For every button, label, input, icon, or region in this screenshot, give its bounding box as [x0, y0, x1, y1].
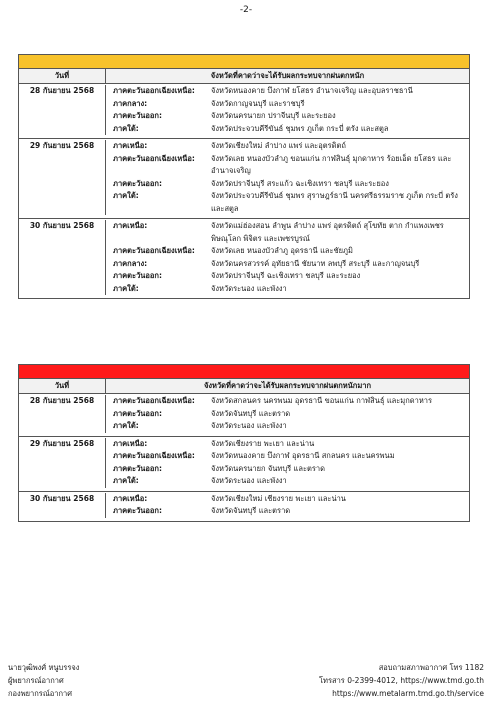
region-list [106, 395, 469, 433]
heavy-rain-table [18, 54, 470, 299]
forecast-date: 28 กันยายน 2568 [19, 395, 106, 433]
region-label: ภาคกลาง: [113, 98, 148, 108]
province-list: จังหวัดระนอง และพังงา [211, 476, 287, 485]
province-list: จังหวัดเชียงราย พะเยา และน่าน [211, 438, 315, 448]
province-list: จังหวัดจันทบุรี และตราด [211, 408, 291, 418]
date-group [19, 437, 469, 492]
date-group [19, 84, 469, 139]
region-list [106, 438, 469, 488]
forecaster-name: นายวุฒิพงศ์ หนูบรรจง [8, 663, 80, 672]
region-label: ภาคตะวันออก: [113, 111, 162, 120]
date-group [19, 219, 469, 298]
province-list: จังหวัดนครสวรรค์ อุทัยธานี ชัยนาท ลพบุรี สระบุรี และกาญจนบุรี [211, 258, 420, 268]
region-row [106, 463, 469, 476]
table-body [19, 394, 469, 521]
header-date: วันที่ [19, 379, 106, 393]
region-label: ภาคตะวันออก: [113, 271, 162, 280]
header-title: จังหวัดที่คาดว่าจะได้รับผลกระทบจากฝนตกหนัก [210, 71, 365, 80]
forecast-date: 29 กันยายน 2568 [19, 438, 106, 488]
province-list: จังหวัดปราจีนบุรี ฉะเชิงเทรา ชลบุรี และระยอง [211, 271, 361, 280]
region-row [106, 270, 469, 283]
region-label: ภาคเหนือ: [113, 141, 148, 150]
region-label: ภาคใต้: [113, 123, 139, 133]
region-label: ภาคตะวันออกเฉียงเหนือ: [113, 86, 195, 95]
region-row [106, 408, 469, 421]
table-header [19, 69, 469, 84]
region-row [106, 245, 469, 258]
region-row [106, 178, 469, 191]
forecast-date: 29 กันยายน 2568 [19, 140, 106, 215]
forecaster-division: กองพยากรณ์อากาศ [8, 689, 73, 698]
region-label: ภาคตะวันออก: [113, 506, 162, 515]
region-label: ภาคใต้: [113, 191, 139, 200]
region-row [106, 283, 469, 296]
footer-contact [319, 661, 484, 700]
region-list [106, 493, 469, 518]
region-row [106, 140, 469, 153]
province-list: จังหวัดเลย หนองบัวลำภู ขอนแก่น กาฬสินธุ์ มุกดาหาร ร้อยเอ็ด ยโสธร และอำนาจเจริญ [211, 153, 452, 175]
region-row [106, 85, 469, 98]
severity-band-red [19, 365, 469, 379]
region-row [106, 438, 469, 451]
header-title: จังหวัดที่คาดว่าจะได้รับผลกระทบจากฝนตกหนักมาก [203, 381, 372, 390]
region-label: ภาคตะวันออกเฉียงเหนือ: [113, 153, 195, 163]
region-row [106, 153, 469, 178]
province-list: จังหวัดประจวบคีรีขันธ์ ชุมพร สุราษฎร์ธานี นครศรีธรรมราช ภูเก็ต กระบี่ ตรัง และสตูล [211, 191, 458, 213]
date-group [19, 492, 469, 521]
region-list [106, 220, 469, 295]
province-list: จังหวัดเชียงใหม่ เชียงราย พะเยา และน่าน [211, 493, 346, 503]
province-list: จังหวัดหนองคาย บึงกาฬ อุดรธานี สกลนคร และนครพนม [211, 451, 395, 460]
region-row [106, 220, 469, 245]
province-list: จังหวัดระนอง และพังงา [211, 283, 287, 293]
region-list [106, 140, 469, 215]
severity-band-yellow [19, 55, 469, 69]
region-row [106, 190, 469, 215]
region-row [106, 505, 469, 518]
region-label: ภาคใต้: [113, 421, 139, 430]
province-list: จังหวัดนครนายก จันทบุรี และตราด [211, 463, 325, 473]
region-row [106, 450, 469, 463]
table-body [19, 84, 469, 298]
page-number: -2- [239, 5, 253, 15]
date-group [19, 394, 469, 437]
province-list: จังหวัดหนองคาย บึงกาฬ ยโสธร อำนาจเจริญ และอุบลราชธานี [211, 86, 413, 95]
forecast-date: 30 กันยายน 2568 [19, 493, 106, 518]
region-label: ภาคกลาง: [113, 258, 148, 268]
table-header [19, 379, 469, 394]
region-row [106, 98, 469, 111]
region-label: ภาคตะวันออกเฉียงเหนือ: [113, 451, 195, 460]
province-list: จังหวัดระนอง และพังงา [211, 421, 287, 430]
region-row [106, 395, 469, 408]
province-list: จังหวัดแม่ฮ่องสอน ลำพูน ลำปาง แพร่ อุตรดิตถ์ สุโขทัย ตาก กำแพงเพชร พิษณุโลก พิจิตร และเพชรบูรณ์ [211, 221, 444, 243]
header-date: วันที่ [19, 69, 106, 83]
forecaster-title: ผู้พยากรณ์อากาศ [8, 676, 64, 685]
region-label: ภาคเหนือ: [113, 493, 148, 503]
region-label: ภาคตะวันออกเฉียงเหนือ: [113, 396, 195, 405]
region-row [106, 258, 469, 271]
very-heavy-rain-table [18, 364, 470, 522]
province-list: จังหวัดปราจีนบุรี สระแก้ว ฉะเชิงเทรา ชลบุรี และระยอง [211, 178, 389, 188]
province-list: จังหวัดกาญจนบุรี และราชบุรี [211, 98, 305, 108]
region-label: ภาคใต้: [113, 283, 139, 293]
region-row [106, 475, 469, 488]
region-label: ภาคตะวันออก: [113, 408, 162, 418]
region-row [106, 123, 469, 136]
region-label: ภาคตะวันออกเฉียงเหนือ: [113, 246, 195, 255]
region-row [106, 110, 469, 123]
contact-service-link[interactable]: https://www.metalarm.tmd.go.th/service [332, 689, 484, 698]
region-label: ภาคเหนือ: [113, 221, 148, 230]
forecast-date: 30 กันยายน 2568 [19, 220, 106, 295]
province-list: จังหวัดประจวบคีรีขันธ์ ชุมพร ภูเก็ต กระบี่ ตรัง และสตูล [211, 123, 389, 133]
contact-fax-website: โทรสาร 0-2399-4012, https://www.tmd.go.th [319, 676, 484, 685]
province-list: จังหวัดจันทบุรี และตราด [211, 506, 291, 515]
contact-phone: สอบถามสภาพอากาศ โทร 1182 [378, 663, 484, 672]
region-label: ภาคใต้: [113, 476, 139, 485]
region-row [106, 420, 469, 433]
region-label: ภาคเหนือ: [113, 438, 148, 448]
region-label: ภาคตะวันออก: [113, 463, 162, 473]
province-list: จังหวัดนครนายก ปราจีนบุรี และระยอง [211, 111, 336, 120]
footer-forecaster [8, 661, 79, 700]
region-row [106, 493, 469, 506]
forecast-date: 28 กันยายน 2568 [19, 85, 106, 135]
province-list: จังหวัดเชียงใหม่ ลำปาง แพร่ และอุตรดิตถ์ [211, 141, 346, 150]
date-group [19, 139, 469, 219]
province-list: จังหวัดเลย หนองบัวลำภู อุดรธานี และชัยภูมิ [211, 246, 353, 255]
province-list: จังหวัดสกลนคร นครพนม อุดรธานี ขอนแก่น กาฬสินธุ์ และมุกดาหาร [211, 396, 433, 405]
region-label: ภาคตะวันออก: [113, 178, 162, 188]
region-list [106, 85, 469, 135]
